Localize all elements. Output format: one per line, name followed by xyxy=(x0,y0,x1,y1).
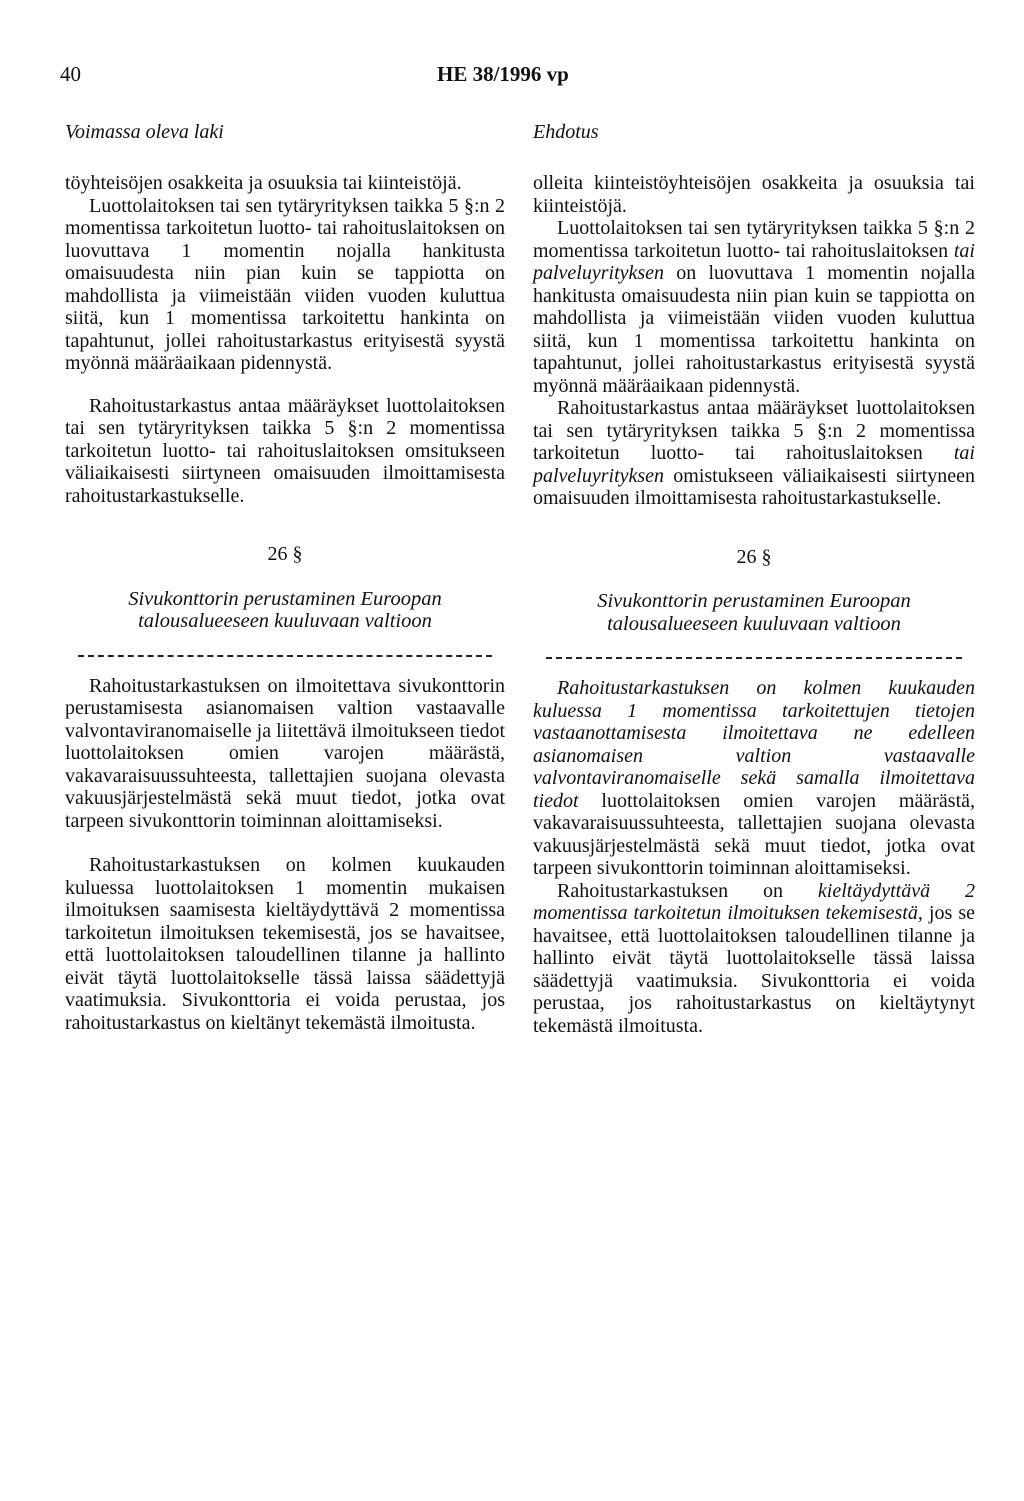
left-column-heading: Voimassa oleva laki xyxy=(65,121,224,143)
left-paragraph-4: Rahoitustarkastuksen on ilmoitettava sivukonttorin perustamisesta asianomaisen valtion vastaavalle valvontaviranomaiselle ja liitettävä ilmoitukseen tiedot luottolaitoksen omien varojen määrästä, vakavaraisuussuhteesta, tallettajien suojana olevasta vakuusjärjestelmästä sekä muut tiedot, jotka ovat tarpeen sivukonttorin toiminnan aloittamiseksi. xyxy=(65,674,505,832)
right-paragraph-4-italic: Rahoitustarkastuksen on kolmen kuukauden kuluessa 1 momentissa tarkoitettujen tietojen vastaanottamisesta ilmoitettava ne edelleen asianomaisen valtion vastaavalle valvontaviranomaiselle sekä samalla ilmoitettava tiedot xyxy=(533,677,975,812)
page-number: 40 xyxy=(60,62,81,86)
left-paragraph-2: Luottolaitoksen tai sen tytäryrityksen taikka 5 §:n 2 momentissa tarkoitetun luotto- tai rahoituslaitoksen on luovuttava 1 momentin nojalla hankitusta omaisuudesta niin pian kuin se tappiotta on mahdollista ja viimeistään viiden vuoden kuluttua siitä, kun 1 momentissa tarkoitettu hankinta on tapahtunut, jollei rahoitustarkastus erityisestä syystä myönnä määräaikaan pidennystä. xyxy=(65,194,505,374)
right-paragraph-2-text-a: Luottolaitoksen tai sen tytäryrityksen taikka 5 §:n 2 momentissa tarkoitetun luotto- tai rahoituslaitoksen xyxy=(533,217,975,262)
right-column-heading: Ehdotus xyxy=(533,121,599,143)
left-paragraph-5: Rahoitustarkastuksen on kolmen kuukauden kuluessa luottolaitoksen 1 momentin mukaisen ilmoituksen saamisesta kieltäydyttävä 2 momentissa tarkoitetun ilmoituksen tekemisestä, jos se havaitsee, että luottolaitoksen taloudellinen tilanne ja hallinto eivät täytä luottolaitokselle tässä laissa säädettyjä vaatimuksia. Sivukonttoria ei voida perustaa, jos rahoitustarkastus on kieltänyt tekemästä ilmoitusta. xyxy=(65,854,505,1034)
right-paragraph-3 xyxy=(533,397,975,510)
right-paragraph-5-text-b: jos se havaitsee, että luottolaitoksen taloudellinen tilanne ja hallinto eivät täytä luottolaitokselle tässä laissa säädettyjä vaatimuksia. Sivukonttoria ei voida perustaa, jos rahoitustarkastus on kieltäytynyt tekemästä ilmoitusta. xyxy=(533,902,975,1037)
left-paragraph-1: töyhteisöjen osakkeita ja osuuksia tai kiinteistöjä. xyxy=(65,172,462,194)
right-paragraph-4 xyxy=(533,677,975,880)
right-paragraph-5-italic: kieltäydyttävä 2 momentissa tarkoitetun ilmoituksen tekemisestä, xyxy=(533,879,976,924)
left-paragraph-3: Rahoitustarkastus antaa määräykset luottolaitoksen tai sen tytäryrityksen taikka 5 §:n 2 momentissa tarkoitetun luotto- tai rahoituslaitoksen omsitukseen väliaikaisesti siirtyneen omaisuuden ilmoittamisesta rahoitustarkastukselle. xyxy=(65,394,505,507)
right-paragraph-2 xyxy=(533,217,975,397)
right-section-number: 26 § xyxy=(736,545,772,568)
right-column xyxy=(533,172,975,1037)
right-paragraph-3-text-b: omistukseen väliaikaisesti siirtyneen omaisuuden ilmoittamisesta rahoitustarkastukselle. xyxy=(533,464,975,509)
right-paragraph-2-text-b: on luovuttava 1 momentin nojalla hankitusta omaisuudesta niin pian kuin se tappiotta on mahdollista ja viimeistään viiden vuoden kuluttua siitä, kun 1 momentissa tarkoitettu hankinta on tapahtunut, jollei rahoitustarkastus erityisestä syystä myönnä määräaikaan pidennystä. xyxy=(533,262,975,397)
right-paragraph-3-text-a: Rahoitustarkastus antaa määräykset luottolaitoksen tai sen tytäryrityksen taikka 5 §:n 2 momentissa tarkoitetun luotto- tai rahoituslaitoksen xyxy=(533,397,975,464)
right-paragraph-3-italic: tai palveluyrityksen xyxy=(533,442,975,487)
running-head: HE 38/1996 vp xyxy=(437,62,569,86)
right-section-title xyxy=(533,590,975,635)
right-section-title-line1: Sivukonttorin perustaminen Euroopan xyxy=(597,590,911,612)
left-section-title-line2: talousalueeseen kuuluvaan valtioon xyxy=(138,610,432,632)
right-paragraph-5 xyxy=(533,880,975,1038)
right-paragraph-1: olleita kiinteistöyhteisöjen osakkeita ja osuuksia tai kiinteistöjä. xyxy=(533,172,975,217)
left-omission-dashes xyxy=(78,655,492,657)
right-paragraph-2-italic: tai palveluyrityksen xyxy=(533,239,975,284)
left-column xyxy=(65,172,505,1034)
left-section-title-line1: Sivukonttorin perustaminen Euroopan xyxy=(128,587,442,610)
left-section-number: 26 § xyxy=(267,543,303,565)
left-section-title xyxy=(65,588,505,633)
right-paragraph-5-text-a: Rahoitustarkastuksen on xyxy=(557,879,818,902)
right-omission-dashes xyxy=(546,657,961,659)
right-section-title-line2: talousalueeseen kuuluvaan valtioon xyxy=(607,612,901,635)
right-paragraph-4-text-b: luottolaitoksen omien varojen määrästä, vakavaraisuussuhteesta, tallettajien suojana olevasta vakuusjärjestelmästä sekä muut tiedot, jotka ovat tarpeen sivukonttorin toiminnan aloittamiseksi. xyxy=(533,789,975,879)
